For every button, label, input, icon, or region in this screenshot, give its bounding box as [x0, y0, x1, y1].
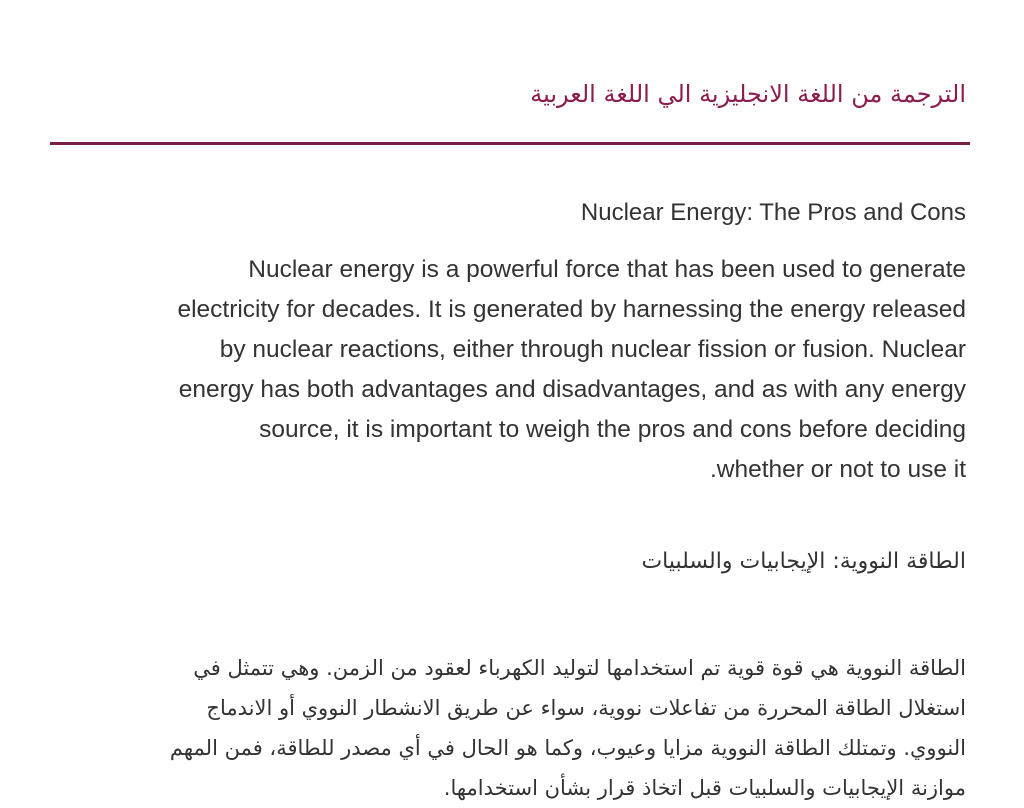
english-line: Nuclear energy is a powerful force that has been used to generate [248, 256, 966, 283]
arabic-paragraph [66, 648, 966, 808]
arabic-line: استغلال الطاقة المحررة من تفاعلات نووية، سواء عن طريق الانشطار النووي أو الاندماج [206, 696, 966, 720]
english-line: source, it is important to weigh the pros and cons before deciding [259, 416, 966, 443]
arabic-line: النووي. وتمتلك الطاقة النووية مزايا وعيوب، وكما هو الحال في أي مصدر للطاقة، فمن المهم [169, 736, 966, 760]
english-line: by nuclear reactions, either through nuclear fission or fusion. Nuclear [219, 336, 966, 363]
arabic-article-title: الطاقة النووية: الإيجابيات والسلبيات [641, 549, 966, 574]
header-divider [50, 142, 970, 145]
english-line: energy has both advantages and disadvantages, and as with any energy [178, 376, 966, 403]
page-header-title: الترجمة من اللغة الانجليزية الي اللغة العربية [530, 80, 966, 108]
english-paragraph [66, 250, 966, 490]
english-article-title: Nuclear Energy: The Pros and Cons [580, 199, 966, 226]
english-line: .whether or not to use it [709, 456, 966, 483]
arabic-line: موازنة الإيجابيات والسلبيات قبل اتخاذ قرار بشأن استخدامها. [443, 776, 966, 800]
arabic-line: الطاقة النووية هي قوة قوية تم استخدامها لتوليد الكهرباء لعقود من الزمن. وهي تتمثل في [193, 656, 966, 680]
english-line: electricity for decades. It is generated by harnessing the energy released [177, 296, 966, 323]
